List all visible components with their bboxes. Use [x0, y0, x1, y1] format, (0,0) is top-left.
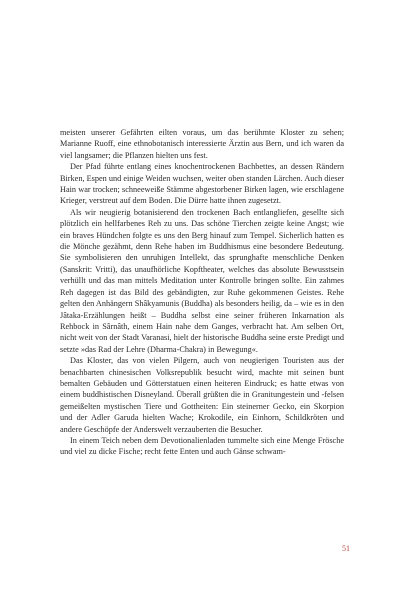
paragraph-5: In einem Teich neben dem Devotionalienladen tummelte sich eine Menge Frösche und viel zu dicke Fische; recht fette Enten und auch Gänse schwam- [60, 435, 344, 457]
page-number: 51 [342, 544, 350, 553]
paragraph-1: meisten unserer Gefährten eilten voraus, um das berühmte Kloster zu sehen; Marianne Ruoff, eine ethnobotanisch interessierte Ärztin aus Bern, und ich waren da viel langsamer; die Pflanzen hielten uns fest. [60, 128, 344, 160]
paragraph-3: Als wir neugierig botanisierend den trockenen Bach entlangliefen, gesellte sich plötzlich ein hellfarbenes Reh zu uns. Das schöne Tierchen zeigte keine Angst; wie ein braves Hündchen folgte es uns den Berg hinauf zum Tempel. Sicherlich hatten es die Mönche gezähmt, denn Rehe haben im Buddhismus eine besondere Bedeutung. Sie symbolisieren den unruhigen Intellekt, das sprunghafte menschliche Denken (Sanskrit: Vritti), das unaufhörliche Kopftheater, welches das absolute Bewusstsein verhüllt und das man mittels Meditation unter Kontrolle bringen sollte. Ein zahmes Reh dagegen ist das Bild des gebändigten, zur Ruhe gekommenen Geistes. Rehe gelten den Anhängern Shâkyamunis (Buddha) als besonders heilig, da – wie es in den Jâtaka-Erzählungen heißt – Buddha selbst eine seiner früheren Inkarnation als Rehbock in Sârnâth, einem Hain nahe dem Ganges, verbracht hat. Am selben Ort, nicht weit von der Stadt Varanasi, hielt der historische Buddha seine erste Predigt und setzte »das Rad der Lehre (Dharma-Chakra) in Bewegung«. [60, 207, 344, 354]
paragraph-4: Das Kloster, das von vielen Pilgern, auch von neugierigen Touristen aus der benachbarten chinesischen Volksrepublik besucht wird, machte mit seinen bunt bemalten Gebäuden und Götterstatuen einen heiteren Eindruck; es hatte etwas von einem buddhistischen Disneyland. Überall grüßten die in Granitungestein und -felsen gemeißelten mystischen Tiere und Gottheiten: Ein steinerner Gecko, ein Skorpion und der Adler Garuda hielten Wache; Krokodile, ein Einhorn, Schildkröten und andere Geschöpfe der Anderswelt verzauberten die Besucher. [60, 356, 344, 434]
body-text [60, 127, 344, 458]
paragraph-2: Der Pfad führte entlang eines knochentrockenen Bachbettes, an dessen Rändern Birken, Espen und einige Weiden wuchsen, weiter oben standen Lärchen. Auch dieser Hain war trocken; schneeweiße Stämme abgestorbener Birken lagen, wie erschlagene Krieger, verstreut auf dem Boden. Die Dürre hatte ihnen zugesetzt. [60, 162, 344, 206]
